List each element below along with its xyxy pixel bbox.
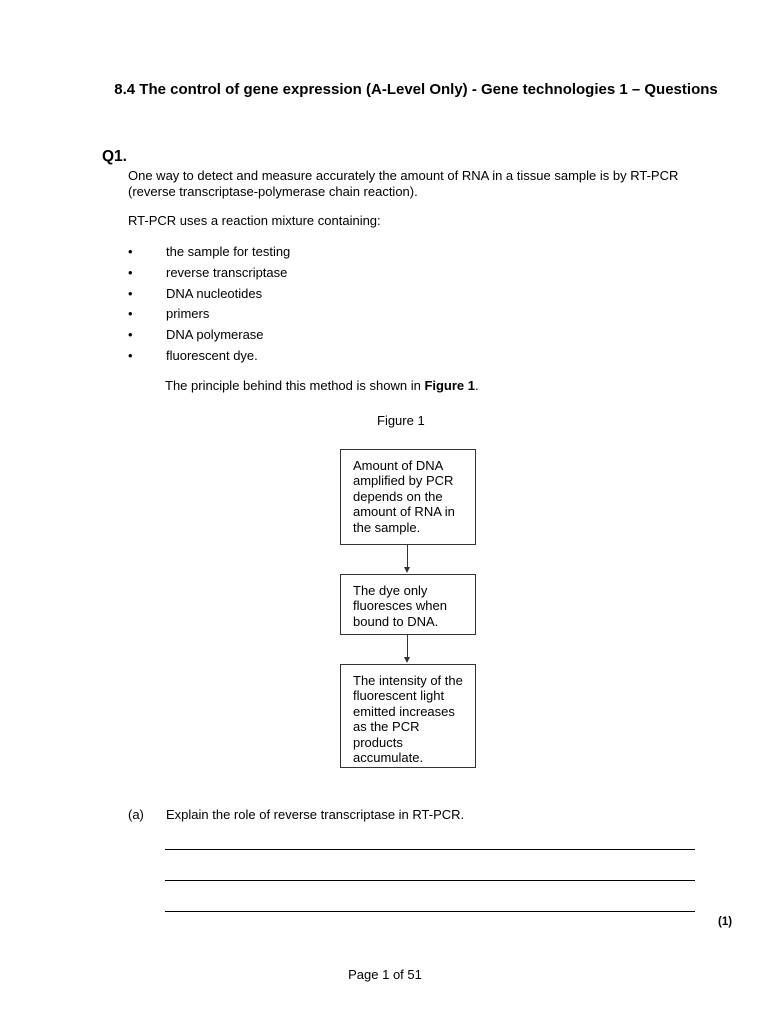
bullet-item: primers xyxy=(166,306,210,321)
part-a-question: Explain the role of reverse transcriptase in RT-PCR. xyxy=(166,807,465,822)
bullet-item: the sample for testing xyxy=(166,244,291,259)
part-a-label: (a) xyxy=(128,807,144,822)
flow-arrow-1 xyxy=(407,545,408,567)
answer-line[interactable] xyxy=(165,911,695,912)
bullet-item: DNA nucleotides xyxy=(166,286,263,301)
bullet-marker: • xyxy=(128,244,133,259)
bullet-marker: • xyxy=(128,348,133,363)
flow-box-2: The dye only fluoresces when bound to DNA. xyxy=(340,574,476,635)
page-title: 8.4 The control of gene expression (A-Level Only) - Gene technologies 1 – Questions xyxy=(114,81,718,98)
bullet-marker: • xyxy=(128,327,133,342)
mixture-intro: RT-PCR uses a reaction mixture containing: xyxy=(128,213,381,228)
principle-suffix: . xyxy=(475,378,479,393)
page-number: Page 1 of 51 xyxy=(348,967,422,982)
bullet-item: DNA polymerase xyxy=(166,327,264,342)
answer-line[interactable] xyxy=(165,849,695,850)
marks-label: (1) xyxy=(718,916,733,928)
flow-box-1: Amount of DNA amplified by PCR depends on the amount of RNA in the sample. xyxy=(340,449,476,545)
bullet-item: fluorescent dye. xyxy=(166,348,258,363)
question-intro: One way to detect and measure accurately the amount of RNA in a tissue sample is by RT-PCR (reverse transcriptase-polymerase chain reaction). xyxy=(128,168,679,199)
arrow-down-icon xyxy=(404,567,410,573)
bullet-marker: • xyxy=(128,265,133,280)
bullet-marker: • xyxy=(128,286,133,301)
bullet-item: reverse transcriptase xyxy=(166,265,288,280)
figure-title: Figure 1 xyxy=(377,413,425,428)
figure-reference: Figure 1 xyxy=(424,378,476,393)
principle-text xyxy=(165,378,479,394)
flow-arrow-2 xyxy=(407,635,408,657)
principle-prefix: The principle behind this method is shown in xyxy=(165,378,425,393)
flow-box-3: The intensity of the fluorescent light emitted increases as the PCR products accumulate. xyxy=(340,664,476,768)
arrow-down-icon xyxy=(404,657,410,663)
answer-line[interactable] xyxy=(165,880,695,881)
bullet-marker: • xyxy=(128,306,133,321)
question-number: Q1. xyxy=(102,148,127,165)
